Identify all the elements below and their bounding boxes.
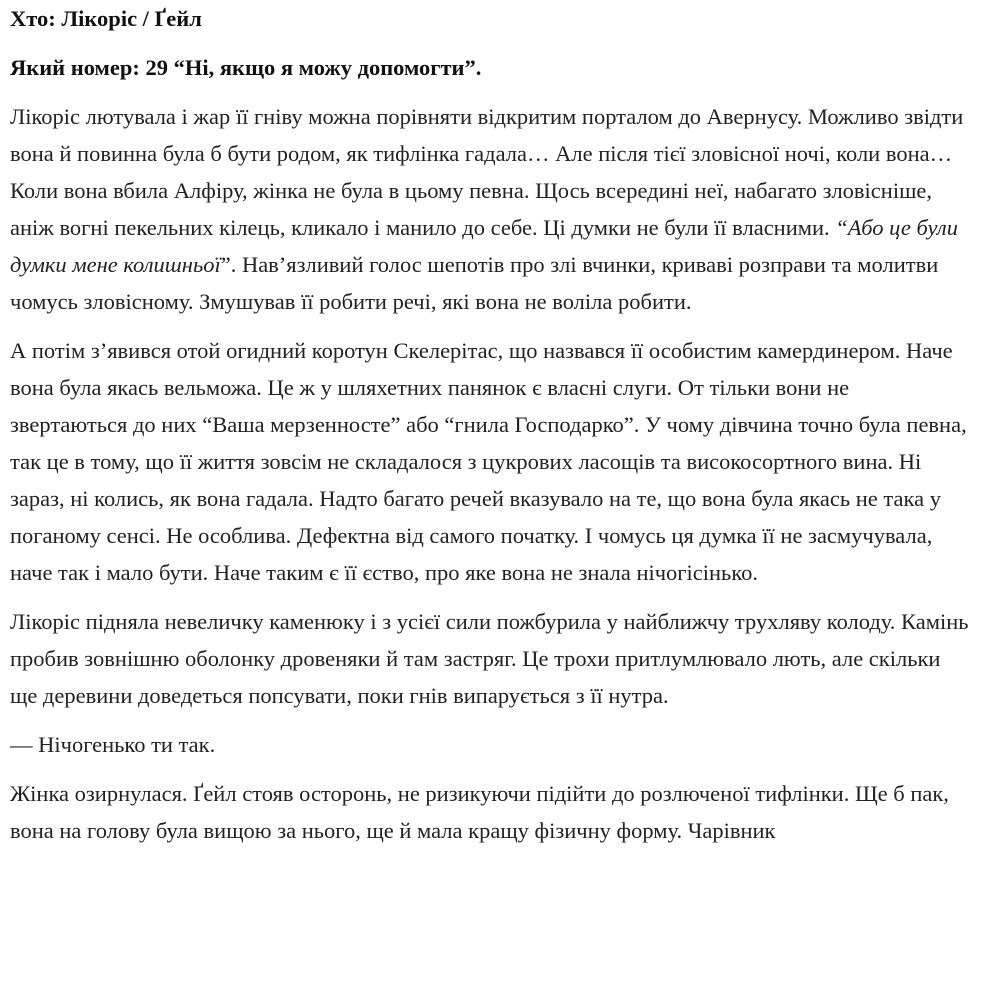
document-page: [10, 0, 970, 861]
paragraph-2: А потім з’явився отой огидний коротун Скелерітас, що назвався її особистим камердинером. Наче вона була якась вельможа. Це ж у шляхетних панянок є власні слуги. От тільки вони не звертаються до них “Ваша мерзенносте” або “гнила Господарко”. У чому дівчина точно була певна, так це в тому, що її життя зовсім не складалося з цукрових ласощів та високосортного вина. Ні зараз, ні колись, як вона гадала. Надто багато речей вказувало на те, що вона була якась не така у поганому сенсі. Не особлива. Дефектна від самого початку. І чомусь ця думка її не засмучувала, наче так і мало бути. Наче таким є її єство, про яке вона не знала нічогісінько.: [10, 338, 967, 585]
paragraph-1-text-start: Лікоріс лютувала і жар її гніву можна порівняти відкритим порталом до Авернусу. Можливо звідти вона й повинна була б бути родом, як тифлінка гадала… Але після тієї зловісної ночі, коли вона… Коли вона вбила Алфіру, жінка не була в цьому певна. Щось всередині неї, набагато зловісніше, аніж вогні пекельних кілець, кликало і манило до себе. Ці думки не були її власними.: [10, 104, 964, 240]
paragraph-3: Лікоріс підняла невеличку каменюку і з усієї сили пожбурила у найближчу трухляву колоду. Камінь пробив зовнішню оболонку дровеняки й там застряг. Це трохи притлумлювало лють, але скільки ще деревини доведеться попсувати, поки гнів випарується з її нутра.: [10, 609, 969, 708]
number-line: Який номер: 29 “Ні, якщо я можу допомогти”.: [10, 55, 482, 80]
paragraph-1: [10, 98, 970, 320]
paragraph-1-text-end: ”. Нав’язливий голос шепотів про злі вчинки, криваві розправи та молитви чомусь зловісному. Змушував її робити речі, які вона не воліла робити.: [10, 252, 939, 314]
paragraph-1-italic-quote: “Або це були думки мене колишньої: [10, 215, 958, 277]
paragraph-4-dialogue: — Нічогенько ти так.: [10, 732, 216, 757]
who-line: Хто: Лікоріс / Ґейл: [10, 6, 202, 31]
paragraph-5: Жінка озирнулася. Ґейл стояв осторонь, не ризикуючи підійти до розлюченої тифлінки. Ще б пак, вона на голову була вищою за нього, ще й мала кращу фізичну форму. Чарівник: [10, 781, 949, 843]
